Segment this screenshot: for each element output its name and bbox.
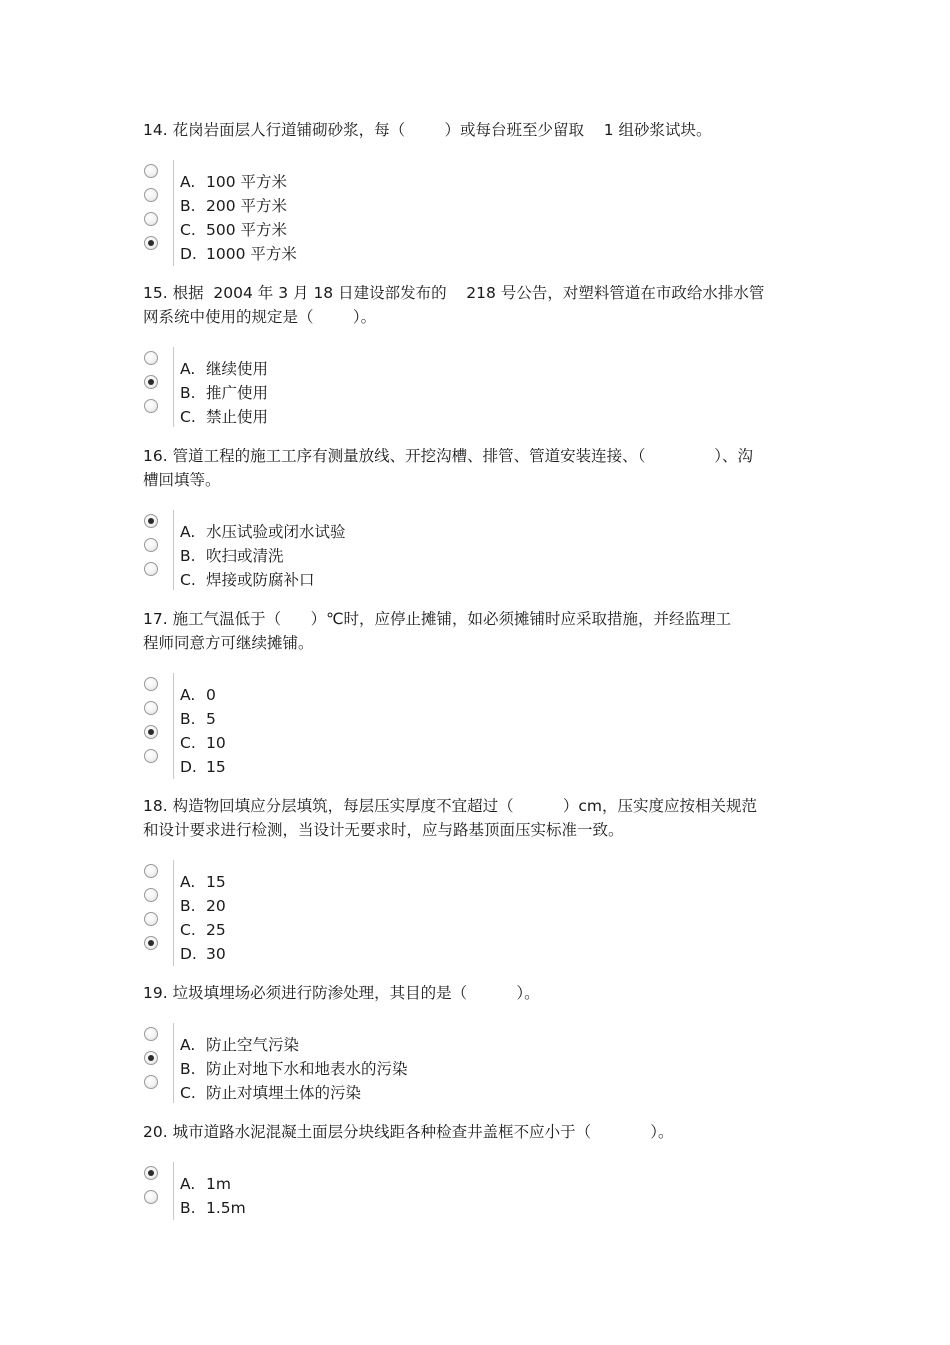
radio-button-c[interactable]: [144, 1075, 158, 1089]
radio-button-a[interactable]: [144, 864, 158, 878]
question-text: 15. 根据 2004 年 3 月 18 日建设部发布的 218 号公告，对塑料管道在市政给水排水管 网系统中使用的规定是（ ）。: [143, 284, 765, 326]
question-15: [143, 281, 823, 427]
option-text: 20: [206, 897, 226, 915]
option-text: 30: [206, 945, 226, 963]
option-text: 吹扫或清洗: [206, 547, 284, 565]
radio-button-b[interactable]: [144, 888, 158, 902]
radio-button-c[interactable]: [144, 212, 158, 226]
option-text: 200 平方米: [206, 197, 288, 215]
option-text: 5: [206, 710, 216, 728]
options-divider: [173, 347, 174, 427]
option-b[interactable]: [180, 1196, 246, 1220]
option-text: 15: [206, 758, 226, 776]
option-text: 防止空气污染: [206, 1036, 300, 1054]
option-c[interactable]: [180, 918, 226, 942]
option-a[interactable]: [180, 520, 346, 544]
option-text: 1000 平方米: [206, 245, 297, 263]
option-c[interactable]: [180, 1081, 408, 1105]
radio-button-a[interactable]: [144, 677, 158, 691]
option-b[interactable]: [180, 894, 226, 918]
radio-button-a[interactable]: [144, 164, 158, 178]
option-text: 1m: [206, 1175, 231, 1193]
option-c[interactable]: [180, 405, 268, 429]
radio-button-c[interactable]: [144, 912, 158, 926]
radio-button-b[interactable]: [144, 188, 158, 202]
option-letter: C.: [180, 571, 196, 589]
option-letter: D.: [180, 945, 197, 963]
option-text: 1.5m: [206, 1199, 246, 1217]
option-text: 10: [206, 734, 226, 752]
options-divider: [173, 510, 174, 590]
option-text: 焊接或防腐补口: [206, 571, 315, 589]
option-letter: B.: [180, 710, 196, 728]
option-text: 继续使用: [206, 360, 269, 378]
options-group: [143, 1162, 823, 1220]
question-18: [143, 794, 823, 966]
question-19: [143, 981, 823, 1103]
option-letter: C.: [180, 221, 196, 239]
option-letter: C.: [180, 734, 196, 752]
option-letter: A.: [180, 173, 196, 191]
option-letter: C.: [180, 408, 196, 426]
option-letter: B.: [180, 547, 196, 565]
options-divider: [173, 860, 174, 966]
question-17: [143, 607, 823, 779]
option-text: 25: [206, 921, 226, 939]
option-letter: C.: [180, 921, 196, 939]
options-group: [143, 160, 823, 266]
option-letter: B.: [180, 1060, 196, 1078]
options-divider: [173, 1162, 174, 1220]
question-text: 14. 花岗岩面层人行道铺砌砂浆，每（ ）或每台班至少留取 1 组砂浆试块。: [143, 121, 712, 139]
option-a[interactable]: [180, 870, 226, 894]
option-d[interactable]: [180, 242, 297, 266]
option-text: 0: [206, 686, 216, 704]
options-divider: [173, 673, 174, 779]
question-text: 20. 城市道路水泥混凝土面层分块线距各种检查井盖框不应小于（ ）。: [143, 1123, 674, 1141]
question-16: [143, 444, 823, 590]
option-letter: B.: [180, 384, 196, 402]
radio-button-a[interactable]: [144, 351, 158, 365]
option-b[interactable]: [180, 194, 297, 218]
option-a[interactable]: [180, 357, 268, 381]
option-a[interactable]: [180, 170, 297, 194]
question-text: 17. 施工气温低于（ ）℃时，应停止摊铺，如必须摊铺时应采取措施，并经监理工 程师同意方可继续摊铺。: [143, 610, 732, 652]
radio-button-a[interactable]: [144, 1166, 158, 1180]
options-group: [143, 1023, 823, 1103]
option-d[interactable]: [180, 942, 226, 966]
option-text: 防止对地下水和地表水的污染: [206, 1060, 408, 1078]
option-text: 水压试验或闭水试验: [206, 523, 346, 541]
option-d[interactable]: [180, 755, 226, 779]
options-group: [143, 673, 823, 779]
option-c[interactable]: [180, 568, 346, 592]
options-divider: [173, 160, 174, 266]
radio-button-c[interactable]: [144, 399, 158, 413]
option-letter: C.: [180, 1084, 196, 1102]
option-b[interactable]: [180, 707, 226, 731]
option-text: 防止对填埋土体的污染: [206, 1084, 362, 1102]
radio-button-a[interactable]: [144, 514, 158, 528]
option-letter: B.: [180, 1199, 196, 1217]
option-a[interactable]: [180, 1172, 246, 1196]
option-letter: B.: [180, 897, 196, 915]
question-20: [143, 1120, 823, 1220]
options-group: [143, 347, 823, 427]
option-letter: A.: [180, 686, 196, 704]
radio-button-b[interactable]: [144, 1051, 158, 1065]
option-text: 15: [206, 873, 226, 891]
option-c[interactable]: [180, 731, 226, 755]
option-letter: A.: [180, 1175, 196, 1193]
option-letter: A.: [180, 523, 196, 541]
option-letter: A.: [180, 1036, 196, 1054]
option-letter: A.: [180, 360, 196, 378]
options-group: [143, 860, 823, 966]
radio-button-b[interactable]: [144, 375, 158, 389]
option-b[interactable]: [180, 1057, 408, 1081]
radio-button-d[interactable]: [144, 749, 158, 763]
radio-button-c[interactable]: [144, 562, 158, 576]
question-14: [143, 118, 823, 266]
option-letter: A.: [180, 873, 196, 891]
option-letter: D.: [180, 245, 197, 263]
radio-button-b[interactable]: [144, 1190, 158, 1204]
question-text: 19. 垃圾填埋场必须进行防渗处理，其目的是（ ）。: [143, 984, 540, 1002]
question-text: 18. 构造物回填应分层填筑，每层压实厚度不宜超过（ ）cm，压实度应按相关规范 和设计要求进行检测，当设计无要求时，应与路基顶面压实标准一致。: [143, 797, 757, 839]
radio-button-a[interactable]: [144, 1027, 158, 1041]
option-text: 推广使用: [206, 384, 269, 402]
radio-button-c[interactable]: [144, 725, 158, 739]
radio-button-b[interactable]: [144, 701, 158, 715]
option-a[interactable]: [180, 683, 226, 707]
option-b[interactable]: [180, 544, 346, 568]
options-divider: [173, 1023, 174, 1103]
option-c[interactable]: [180, 218, 297, 242]
options-group: [143, 510, 823, 590]
option-text: 500 平方米: [206, 221, 288, 239]
radio-button-d[interactable]: [144, 236, 158, 250]
option-letter: D.: [180, 758, 197, 776]
option-letter: B.: [180, 197, 196, 215]
radio-button-b[interactable]: [144, 538, 158, 552]
option-b[interactable]: [180, 381, 268, 405]
option-text: 100 平方米: [206, 173, 288, 191]
question-text: 16. 管道工程的施工工序有测量放线、开挖沟槽、排管、管道安装连接、（ ）、沟 槽回填等。: [143, 447, 754, 489]
option-text: 禁止使用: [206, 408, 269, 426]
radio-button-d[interactable]: [144, 936, 158, 950]
option-a[interactable]: [180, 1033, 408, 1057]
